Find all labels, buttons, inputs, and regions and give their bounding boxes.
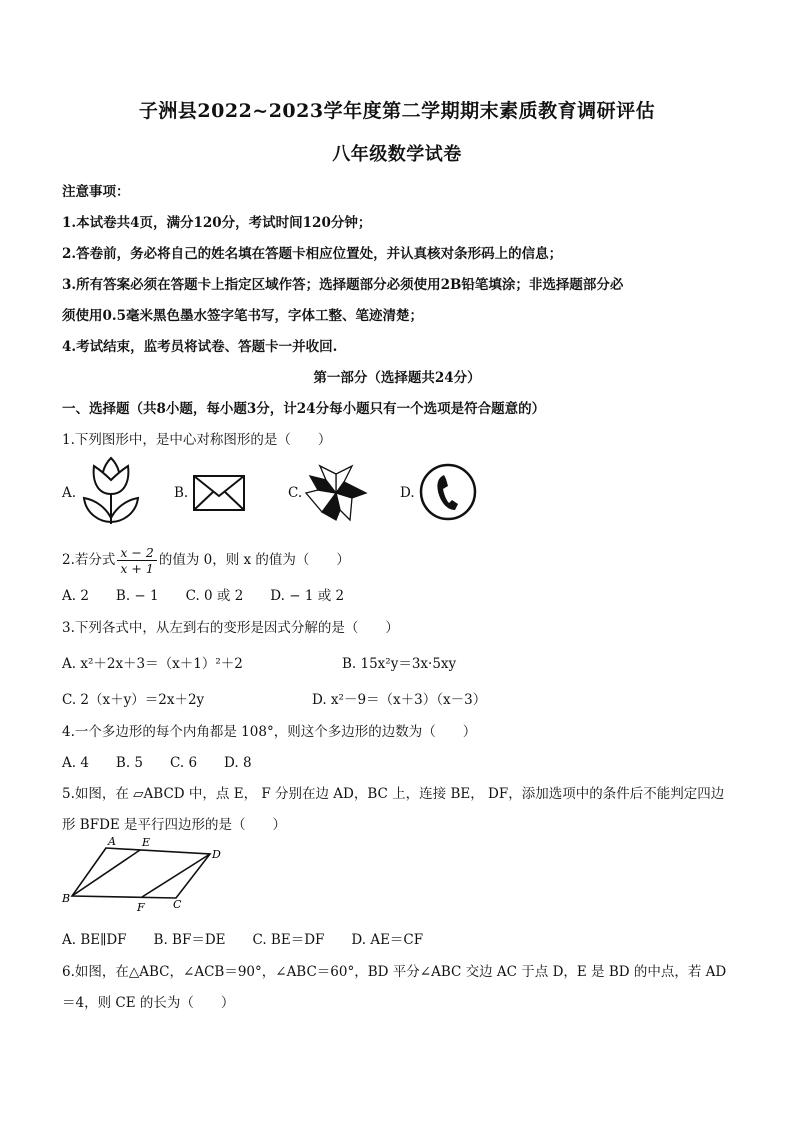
- q2-stem: [62, 545, 742, 576]
- label-d: D: [212, 848, 221, 861]
- exam-title: 子洲县2022~2023学年度第二学期期末素质教育调研评估: [138, 100, 656, 122]
- section-heading: 一、选择题（共8小题，每小题3分，计24分每小题只有一个选项是符合题意的）: [62, 401, 546, 417]
- q3-option-b: B. 15x²y＝3x·5xy: [342, 656, 457, 672]
- parallelogram-figure: [60, 836, 230, 916]
- envelope-figure: [192, 474, 246, 512]
- q5-stem-line2: 形 BFDE 是平行四边形的是（ ）: [62, 817, 287, 833]
- part1-heading: 第一部分（选择题共24分）: [313, 370, 481, 386]
- q2-numerator: x − 2: [117, 545, 156, 561]
- q4-options: A. 4 B. 5 C. 6 D. 8: [62, 755, 252, 771]
- label-b: B: [62, 892, 71, 905]
- q5-stem-line1: 5.如图，在 ▱ABCD 中，点 E， F 分别在边 AD，BC 上，连接 BE， DF，添加选项中的条件后不能判定四边: [62, 786, 725, 802]
- q2-suffix: 的值为 0，则 x 的值为（ ）: [158, 552, 350, 568]
- notice-item-3b: 须使用0.5毫米黑色墨水签字笔书写，字体工整、笔迹清楚；: [62, 308, 423, 324]
- telephone-figure: [418, 462, 478, 522]
- q4-stem: 4.一个多边形的每个内角都是 108°，则这个多边形的边数为（ ）: [62, 724, 477, 740]
- q3-option-d: D. x²－9＝（x＋3）（x－3）: [312, 692, 487, 708]
- q1-stem: 1.下列图形中，是中心对称图形的是（ ）: [62, 432, 332, 448]
- q1-option-a-label: A.: [62, 485, 77, 501]
- label-c: C: [173, 898, 182, 911]
- label-a: A: [108, 836, 116, 848]
- notice-item-2: 2.答卷前，务必将自己的姓名填在答题卡相应位置处，并认真核对条形码上的信息；: [62, 246, 563, 262]
- q6-stem-line1: 6.如图，在△ABC，∠ACB＝90°，∠ABC＝60°，BD 平分∠ABC 交边 AC 于点 D，E 是 BD 的中点，若 AD: [62, 964, 727, 980]
- q2-denominator: x + 1: [120, 561, 154, 576]
- q1-option-c-label: C.: [288, 485, 303, 501]
- tulip-figure: [78, 456, 144, 526]
- pinwheel-figure: [304, 462, 368, 524]
- q6-stem-line2: ＝4，则 CE 的长为（ ）: [62, 995, 235, 1011]
- notice-item-1: 1.本试卷共4页，满分120分，考试时间120分钟；: [62, 215, 372, 231]
- q2-options: A. 2 B. − 1 C. 0 或 2 D. − 1 或 2: [62, 588, 345, 604]
- notice-heading: 注意事项：: [62, 184, 130, 200]
- notice-item-3a: 3.所有答案必须在答题卡上指定区域作答；选择题部分必须使用2B铅笔填涂；非选择题部分必: [62, 277, 624, 293]
- q5-options: A. BE∥DF B. BF＝DE C. BE＝DF D. AE＝CF: [62, 932, 424, 948]
- q2-prefix: 2.若分式: [62, 552, 116, 568]
- notice-item-4: 4.考试结束，监考员将试卷、答题卡一并收回.: [62, 339, 338, 355]
- q3-stem: 3.下列各式中，从左到右的变形是因式分解的是（ ）: [62, 620, 399, 636]
- q2-fraction: [117, 545, 156, 576]
- q1-option-b-label: B.: [174, 485, 189, 501]
- exam-subtitle: 八年级数学试卷: [332, 144, 462, 165]
- q3-option-a: A. x²＋2x＋3＝（x＋1）²＋2: [62, 656, 243, 672]
- q3-option-c: C. 2（x＋y）＝2x＋2y: [62, 692, 205, 708]
- q1-option-d-label: D.: [400, 485, 415, 501]
- label-e: E: [142, 836, 151, 849]
- label-f: F: [137, 901, 145, 914]
